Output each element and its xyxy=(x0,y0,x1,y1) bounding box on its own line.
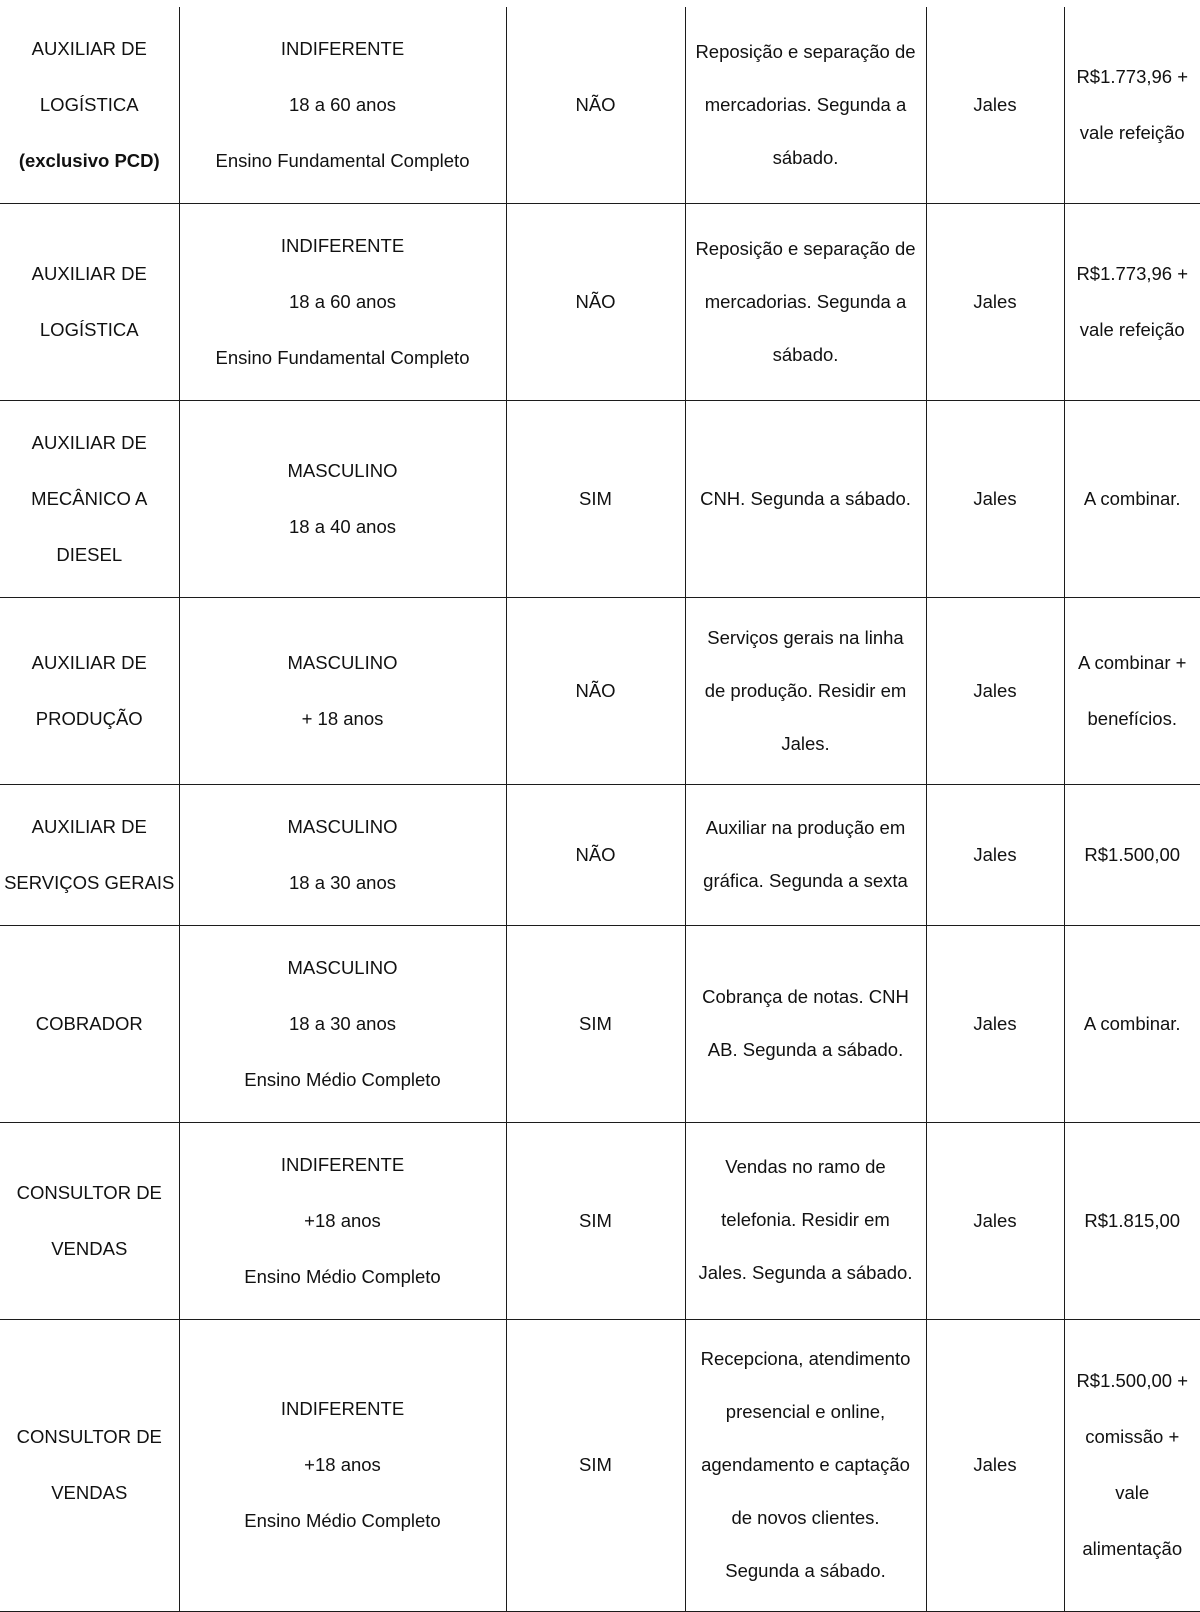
requisito-line: + 18 anos xyxy=(301,707,384,729)
table-row xyxy=(0,401,1200,598)
cargo-line: AUXILIAR DE xyxy=(31,432,147,453)
salario-cell xyxy=(1064,784,1200,925)
requisito-line: MASCULINO xyxy=(287,651,398,673)
cargo-cell xyxy=(0,7,179,204)
requisito-line: MASCULINO xyxy=(287,815,398,837)
requisito-line: Ensino Médio Completo xyxy=(244,1265,441,1287)
salario-line: A combinar. xyxy=(1083,488,1181,509)
cargo-line: VENDAS xyxy=(51,1482,128,1504)
descricao-line: presencial e online, xyxy=(725,1401,886,1422)
cargo-line: COBRADOR xyxy=(35,1012,143,1034)
descricao-line: telefonia. Residir em xyxy=(721,1209,890,1231)
descricao-cell xyxy=(685,1122,926,1319)
cargo-line: AUXILIAR DE xyxy=(31,815,147,837)
experiencia-cell: NÃO xyxy=(506,7,685,204)
salario-cell xyxy=(1064,7,1200,204)
requisito-line: +18 anos xyxy=(304,1454,381,1476)
requisito-line: 18 a 30 anos xyxy=(289,1012,396,1034)
salario-line: vale refeição xyxy=(1079,319,1185,340)
descricao-line: Jales. Segunda a sábado. xyxy=(698,1262,913,1284)
salario-line: R$1.773,96 + xyxy=(1076,263,1189,284)
salario-line: R$1.500,00 + xyxy=(1076,1370,1189,1392)
cidade-cell: Jales xyxy=(926,1122,1064,1319)
requisitos-cell xyxy=(179,1319,506,1612)
cargo-line: AUXILIAR DE xyxy=(31,263,147,284)
table-row xyxy=(0,7,1200,204)
salario-line: benefícios. xyxy=(1087,707,1177,729)
salario-cell xyxy=(1064,401,1200,598)
cargo-cell xyxy=(0,204,179,401)
requisitos-cell xyxy=(179,598,506,785)
cargo-line: VENDAS xyxy=(51,1237,128,1259)
salario-line: comissão + xyxy=(1085,1426,1180,1448)
experiencia-cell: SIM xyxy=(506,1319,685,1612)
salario-cell xyxy=(1064,925,1200,1122)
descricao-line: Jales. xyxy=(781,732,830,754)
salario-line: R$1.500,00 xyxy=(1084,843,1181,865)
descricao-line: Auxiliar na produção em xyxy=(705,816,906,838)
cargo-cell xyxy=(0,784,179,925)
requisito-line: 18 a 60 anos xyxy=(289,94,396,115)
cargo-cell xyxy=(0,1319,179,1612)
salario-line: vale xyxy=(1115,1482,1150,1504)
cidade-cell: Jales xyxy=(926,598,1064,785)
requisito-line: INDIFERENTE xyxy=(280,38,405,59)
descricao-line: CNH. Segunda a sábado. xyxy=(700,487,911,509)
descricao-line: Segunda a sábado. xyxy=(725,1560,886,1581)
salario-cell xyxy=(1064,204,1200,401)
salario-line: alimentação xyxy=(1082,1538,1183,1560)
requisitos-cell xyxy=(179,7,506,204)
requisito-line: MASCULINO xyxy=(287,460,398,481)
descricao-line: agendamento e captação xyxy=(701,1454,910,1475)
descricao-cell xyxy=(685,7,926,204)
descricao-cell xyxy=(685,401,926,598)
cargo-pcd-note: (exclusivo PCD) xyxy=(18,150,160,171)
cidade-cell: Jales xyxy=(926,7,1064,204)
experiencia-cell: NÃO xyxy=(506,204,685,401)
descricao-line: Cobrança de notas. CNH xyxy=(702,985,909,1007)
cargo-line: AUXILIAR DE xyxy=(31,38,147,59)
cidade-cell: Jales xyxy=(926,1319,1064,1612)
requisito-line: 18 a 30 anos xyxy=(289,871,396,893)
requisito-line: +18 anos xyxy=(304,1209,381,1231)
experiencia-cell: NÃO xyxy=(506,784,685,925)
salario-line: A combinar. xyxy=(1083,1012,1181,1034)
descricao-line: mercadorias. Segunda a xyxy=(704,93,907,115)
cargo-cell xyxy=(0,925,179,1122)
salario-line: R$1.773,96 + xyxy=(1076,66,1189,87)
table-row xyxy=(0,1319,1200,1612)
descricao-line: sábado. xyxy=(772,343,839,365)
requisito-line: Ensino Médio Completo xyxy=(244,1510,441,1532)
salario-line: A combinar + xyxy=(1078,651,1187,673)
experiencia-cell: SIM xyxy=(506,1122,685,1319)
cargo-line: PRODUÇÃO xyxy=(35,707,143,729)
cargo-line: CONSULTOR DE xyxy=(16,1426,162,1448)
requisito-line: INDIFERENTE xyxy=(280,235,405,256)
cargo-cell xyxy=(0,401,179,598)
experiencia-cell: SIM xyxy=(506,401,685,598)
requisito-line: Ensino Médio Completo xyxy=(244,1068,441,1090)
salario-line: vale refeição xyxy=(1079,122,1185,143)
descricao-line: mercadorias. Segunda a xyxy=(704,290,907,312)
requisitos-cell xyxy=(179,784,506,925)
requisitos-cell xyxy=(179,204,506,401)
descricao-line: Vendas no ramo de xyxy=(725,1156,886,1178)
cidade-cell: Jales xyxy=(926,401,1064,598)
descricao-line: AB. Segunda a sábado. xyxy=(707,1038,904,1060)
experiencia-cell: NÃO xyxy=(506,598,685,785)
requisitos-cell xyxy=(179,1122,506,1319)
descricao-cell xyxy=(685,784,926,925)
cargo-cell xyxy=(0,598,179,785)
cargo-line: LOGÍSTICA xyxy=(39,94,139,115)
descricao-line: Reposição e separação de xyxy=(695,237,916,259)
descricao-line: Serviços gerais na linha xyxy=(707,626,904,648)
cargo-line: SERVIÇOS GERAIS xyxy=(4,871,175,893)
cidade-cell: Jales xyxy=(926,784,1064,925)
requisito-line: Ensino Fundamental Completo xyxy=(215,347,470,368)
requisitos-cell xyxy=(179,925,506,1122)
salario-cell xyxy=(1064,598,1200,785)
table-row xyxy=(0,598,1200,785)
cidade-cell: Jales xyxy=(926,204,1064,401)
salario-cell xyxy=(1064,1122,1200,1319)
table-row xyxy=(0,204,1200,401)
table-row xyxy=(0,925,1200,1122)
cargo-line: DIESEL xyxy=(56,544,123,565)
cargo-line: AUXILIAR DE xyxy=(31,651,147,673)
job-openings-body xyxy=(0,7,1200,1612)
descricao-line: sábado. xyxy=(772,146,839,168)
cidade-cell: Jales xyxy=(926,925,1064,1122)
salario-cell xyxy=(1064,1319,1200,1612)
experiencia-cell: SIM xyxy=(506,925,685,1122)
requisito-line: MASCULINO xyxy=(287,956,398,978)
descricao-cell xyxy=(685,204,926,401)
descricao-cell xyxy=(685,598,926,785)
salario-line: R$1.815,00 xyxy=(1084,1209,1181,1231)
requisito-line: Ensino Fundamental Completo xyxy=(215,150,470,171)
descricao-line: de produção. Residir em xyxy=(704,679,907,701)
descricao-line: Recepciona, atendimento xyxy=(700,1348,911,1369)
job-openings-table xyxy=(0,7,1200,1612)
requisito-line: 18 a 60 anos xyxy=(289,291,396,312)
descricao-cell xyxy=(685,925,926,1122)
cargo-line: MECÂNICO A xyxy=(31,488,148,509)
table-row xyxy=(0,1122,1200,1319)
requisito-line: 18 a 40 anos xyxy=(289,516,396,537)
table-row xyxy=(0,784,1200,925)
cargo-cell xyxy=(0,1122,179,1319)
cargo-line: LOGÍSTICA xyxy=(39,319,139,340)
requisito-line: INDIFERENTE xyxy=(280,1398,405,1420)
descricao-line: de novos clientes. xyxy=(731,1507,880,1528)
descricao-cell xyxy=(685,1319,926,1612)
descricao-line: Reposição e separação de xyxy=(695,40,916,62)
requisitos-cell xyxy=(179,401,506,598)
requisito-line: INDIFERENTE xyxy=(280,1153,405,1175)
descricao-line: gráfica. Segunda a sexta xyxy=(703,869,908,891)
cargo-line: CONSULTOR DE xyxy=(16,1181,162,1203)
